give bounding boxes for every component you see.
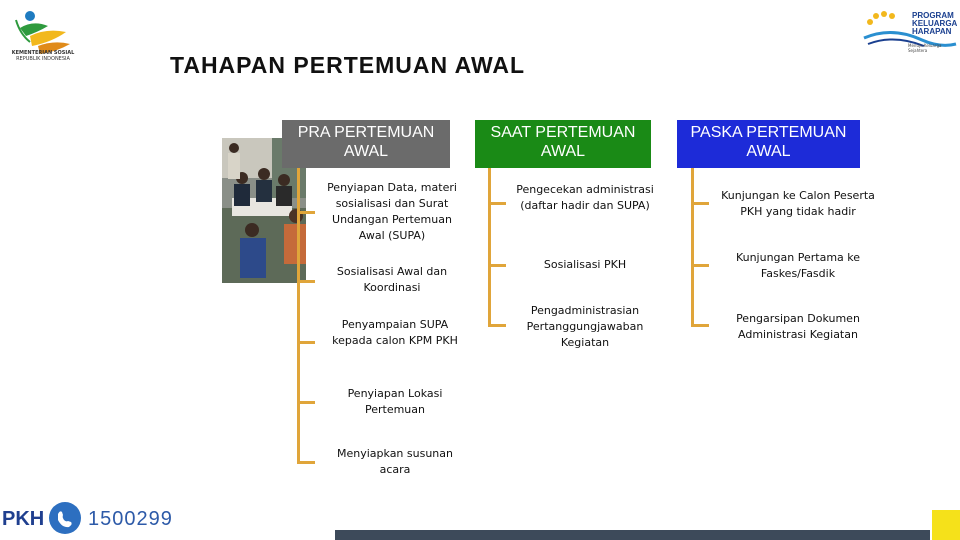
pra-item-5: Menyiapkan susunan acara xyxy=(337,447,453,476)
slide-title: TAHAPAN PERTEMUAN AWAL xyxy=(170,52,526,78)
pkh-logo-line1: PROGRAM xyxy=(912,11,954,20)
paska-item-2: Kunjungan Pertama ke Faskes/Fasdik xyxy=(735,251,861,280)
pkh-logo-line2: KELUARGA xyxy=(912,19,958,28)
header-saat-pertemuan: SAAT PERTEMUAN AWAL xyxy=(475,120,651,168)
connector-pra-4 xyxy=(297,401,315,404)
connector-pra-3 xyxy=(297,341,315,344)
pra-item-2: Sosialisasi Awal dan Koordinasi xyxy=(336,265,448,294)
footer-bar xyxy=(335,530,930,540)
connector-paska-vertical xyxy=(691,168,694,327)
kemensos-logo-text xyxy=(8,50,78,62)
kemensos-subtext: REPUBLIK INDONESIA xyxy=(16,56,70,62)
pkh-logo-text xyxy=(912,12,957,36)
pkh-tagline: Menuju Keluarga Sejahtera xyxy=(908,43,942,53)
connector-saat-2 xyxy=(488,264,506,267)
pkh-logo-line3: HARAPAN xyxy=(912,27,952,36)
footer-accent xyxy=(932,510,960,540)
connector-saat-vertical xyxy=(488,168,491,327)
footer-pkh-label: PKH xyxy=(2,508,45,530)
connector-pra-2 xyxy=(297,280,315,283)
paska-item-1: Kunjungan ke Calon Peserta PKH yang tidak hadir xyxy=(721,189,875,218)
kemensos-name: KEMENTERIAN SOSIAL xyxy=(11,50,75,56)
connector-paska-3 xyxy=(691,324,709,327)
connector-paska-2 xyxy=(691,264,709,267)
saat-item-2: Sosialisasi PKH xyxy=(543,258,627,271)
pra-item-1: Penyiapan Data, materi sosialisasi dan Surat Undangan Pertemuan Awal (SUPA) xyxy=(327,181,457,242)
header-paska-pertemuan: PASKA PERTEMUAN AWAL xyxy=(677,120,860,168)
connector-saat-1 xyxy=(488,202,506,205)
connector-saat-3 xyxy=(488,324,506,327)
footer-phone-number: 1500299 xyxy=(88,508,173,530)
phone-icon xyxy=(46,500,84,536)
saat-item-1: Pengecekan administrasi (daftar hadir dan SUPA) xyxy=(516,183,654,212)
pra-item-4: Penyiapan Lokasi Pertemuan xyxy=(347,387,443,416)
connector-pra-5 xyxy=(297,461,315,464)
saat-item-3: Pengadministrasian Pertanggungjawaban Kegiatan xyxy=(526,304,644,349)
connector-pra-1 xyxy=(297,211,315,214)
paska-item-3: Pengarsipan Dokumen Administrasi Kegiatan xyxy=(736,312,860,341)
pra-item-3: Penyampaian SUPA kepada calon KPM PKH xyxy=(332,318,458,347)
header-pra-pertemuan: PRA PERTEMUAN AWAL xyxy=(282,120,450,168)
connector-paska-1 xyxy=(691,202,709,205)
